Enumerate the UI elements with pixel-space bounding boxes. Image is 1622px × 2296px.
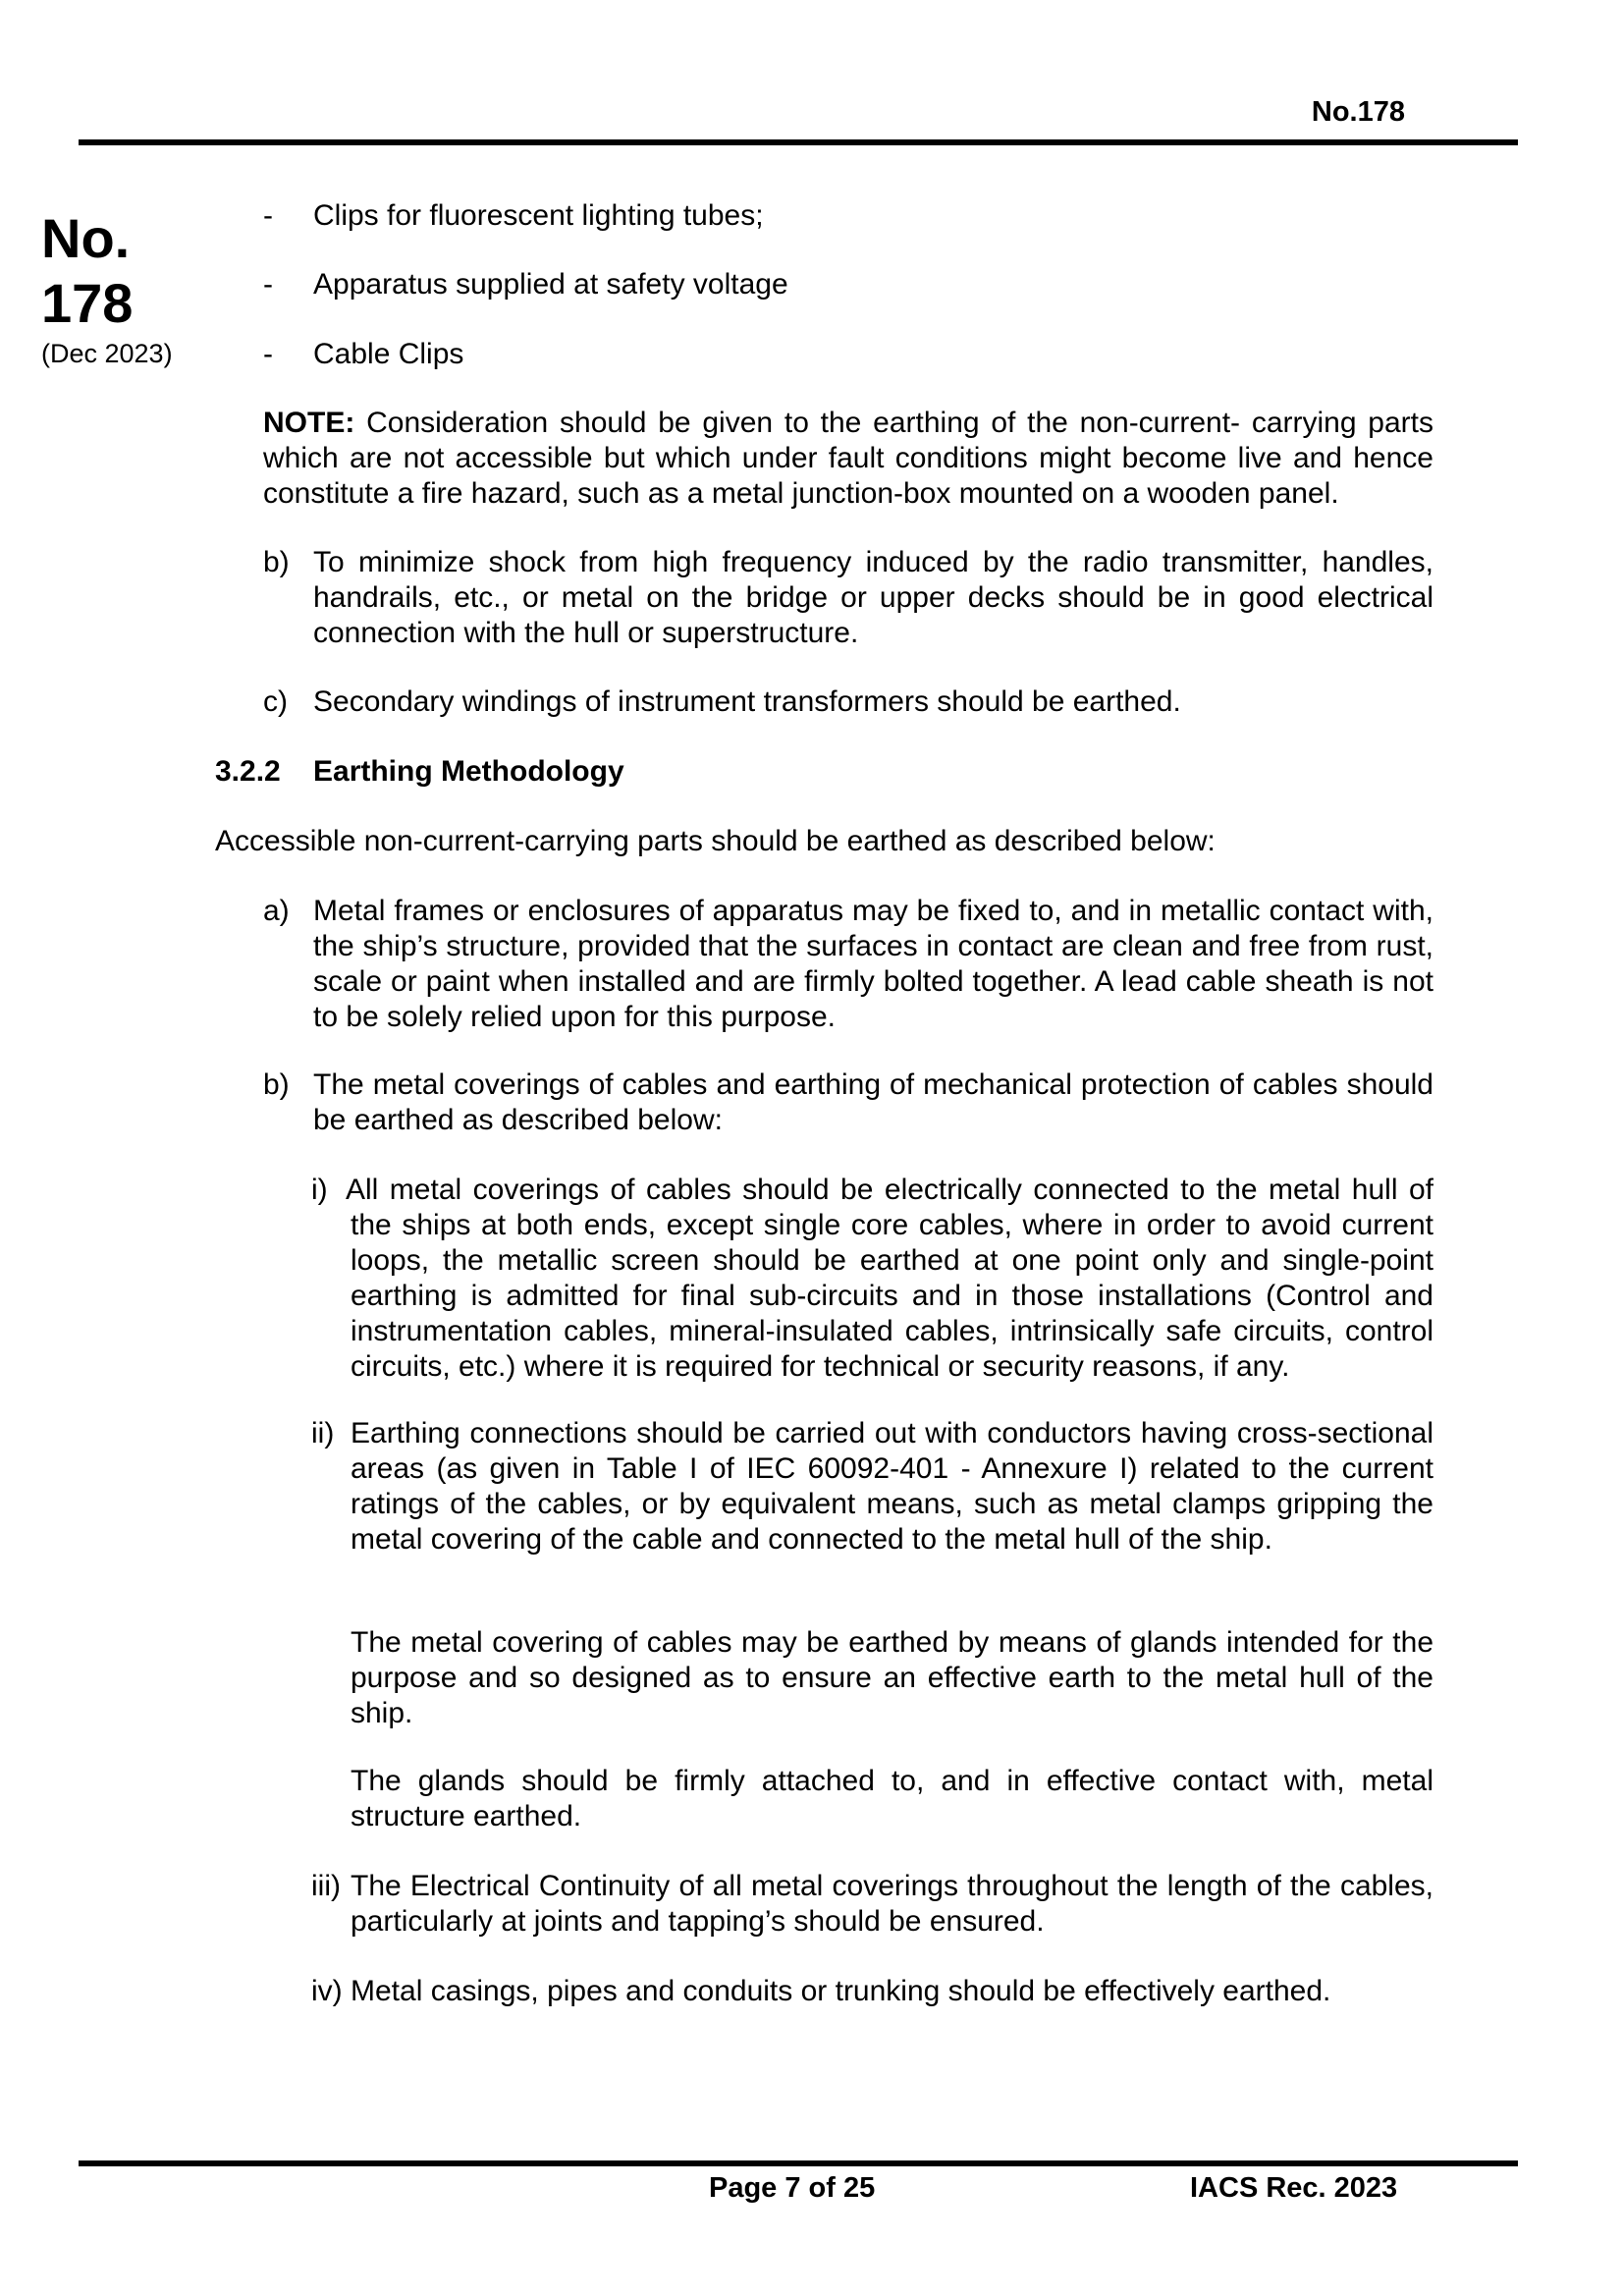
subitem-label: iii): [311, 1870, 341, 1902]
item-text: To minimize shock from high frequency induced by the radio transmitter, handles, handrails, etc., or metal on the bridge or upper decks should be in good electrical connection with the hull or superstructure.: [313, 546, 1433, 649]
footer-rec: IACS Rec. 2023: [1190, 2172, 1398, 2204]
note-text: Consideration should be given to the earthing of the non-current- carrying parts which are not accessible but which under fault conditions might become live and hence constitute a fire hazard, such as a metal junction-box mounted on a wooden panel.: [263, 407, 1433, 510]
item-text: Metal frames or enclosures of apparatus may be fixed to, and in metallic contact with, the ship’s structure, provided that the surfaces in contact are clean and free from rust, scale or paint when installed and are firmly bolted together. A lead cable sheath is not to be solely relied upon for this purpose.: [313, 895, 1433, 1033]
item-label: b): [263, 1068, 290, 1101]
note-paragraph: [263, 406, 1433, 512]
subitem-label: iv): [311, 1975, 343, 2007]
margin-date: (Dec 2023): [41, 339, 173, 368]
subitem-i-text: All metal coverings of cables should be electrically connected to the metal hull of the ships at both ends, except single core cables, where in order to avoid current loops, the metallic screen should be earthed at one point only and single-point earthing is admitted for final sub-circuits and in those installations (Control and instrumentation cables, mineral-insulated cables, intrinsically safe circuits, control circuits, etc.) where it is required for technical or security reasons, if any.: [346, 1174, 1433, 1383]
subitem-label: ii): [311, 1417, 335, 1449]
subitem-label: i): [311, 1174, 328, 1206]
subitem-paragraph: The metal covering of cables may be earthed by means of glands intended for the purpose and so designed as to ensure an effective earth to the metal hull of the ship.: [351, 1626, 1433, 1729]
subitem-text: Earthing connections should be carried out with conductors having cross-sectional areas (as given in Table I of IEC 60092-401 - Annexure I) related to the current ratings of the cables, or by equivalent means, such as metal clamps gripping the metal covering of the cable and connected to the metal hull of the ship.: [351, 1417, 1433, 1556]
section-title: Earthing Methodology: [313, 755, 624, 788]
subitem-text: The Electrical Continuity of all metal coverings throughout the length of the cables, particularly at joints and tapping’s should be ensured.: [351, 1870, 1433, 1938]
subitem-paragraph: The glands should be firmly attached to, and in effective contact with, metal structure earthed.: [351, 1765, 1433, 1832]
bullet-dash: -: [263, 268, 273, 301]
bullet-dash: -: [263, 338, 273, 370]
footer-page-number: Page 7 of 25: [709, 2172, 876, 2204]
bullet-text: Cable Clips: [313, 338, 464, 370]
section-number: 3.2.2: [215, 755, 281, 788]
subitem-text: [346, 1173, 1433, 1385]
item-label: c): [263, 685, 288, 718]
bullet-dash: -: [263, 199, 273, 232]
item-text: The metal coverings of cables and earthing of mechanical protection of cables should be earthed as described below:: [313, 1068, 1433, 1136]
bullet-text: Apparatus supplied at safety voltage: [313, 268, 788, 301]
section-intro: Accessible non-current-carrying parts should be earthed as described below:: [215, 825, 1216, 857]
subitem-text: Metal casings, pipes and conduits or trunking should be effectively earthed.: [351, 1975, 1331, 2007]
item-text: Secondary windings of instrument transformers should be earthed.: [313, 685, 1181, 718]
margin-rec-no: No.: [41, 207, 131, 269]
note-label: NOTE:: [263, 407, 355, 439]
item-label: b): [263, 546, 290, 578]
margin-rec-num: 178: [41, 272, 134, 334]
footer-rule: [79, 2160, 1518, 2166]
header-rule: [79, 139, 1518, 145]
bullet-text: Clips for fluorescent lighting tubes;: [313, 199, 764, 232]
header-doc-number: No.178: [1311, 96, 1405, 128]
margin-rec-number: [41, 206, 133, 336]
item-label: a): [263, 895, 290, 927]
